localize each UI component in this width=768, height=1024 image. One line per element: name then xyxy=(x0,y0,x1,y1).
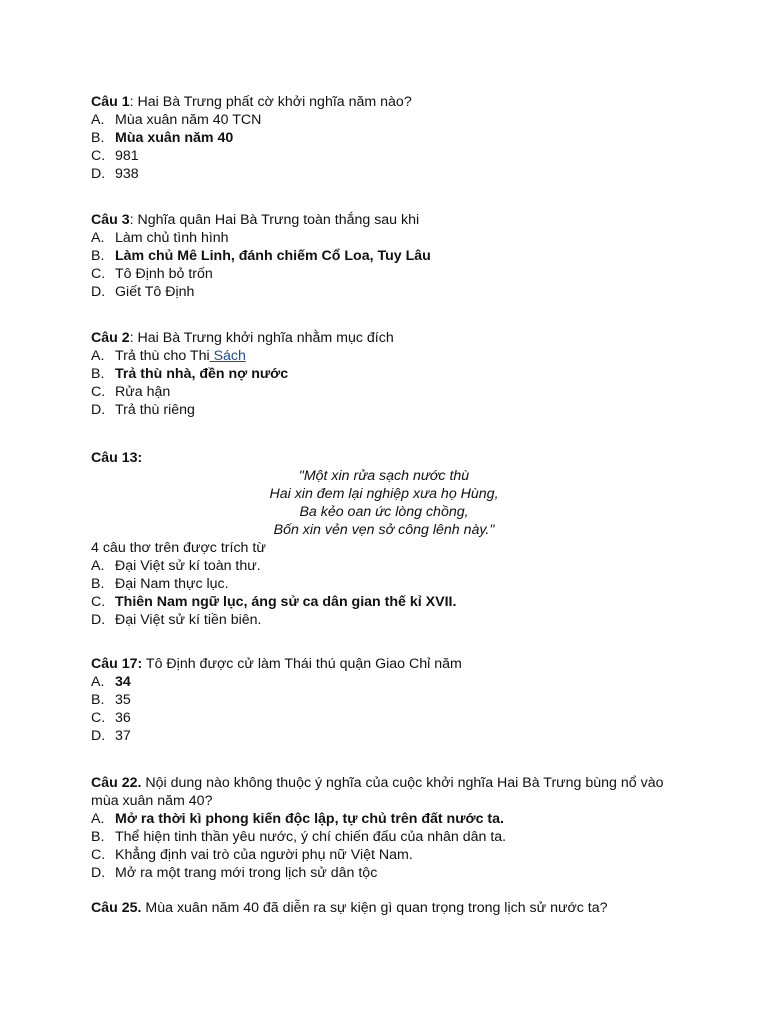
option-b: B. Thể hiện tinh thần yêu nước, ý chí chiến đấu của nhân dân ta. xyxy=(91,829,507,845)
option-c: C. 36 xyxy=(91,710,131,726)
sach-link[interactable]: Sách xyxy=(209,348,246,364)
option-a: A. Mùa xuân năm 40 TCN xyxy=(91,112,262,128)
question-13 xyxy=(91,449,691,629)
option-a: A. 34 xyxy=(91,674,131,690)
option-d: D. Đại Việt sử kí tiền biên. xyxy=(91,612,262,628)
question-title xyxy=(91,655,691,673)
answer-options xyxy=(91,111,691,183)
option-a: A. Trả thù cho Thi Sách xyxy=(91,348,246,364)
question-title: Câu 3: Nghĩa quân Hai Bà Trưng toàn thắng sau khi xyxy=(91,212,420,228)
question-label: Câu 13: xyxy=(91,450,143,466)
answer-options xyxy=(91,810,691,882)
option-d: D. 37 xyxy=(91,728,131,744)
question-2 xyxy=(91,329,691,419)
option-b: B. 35 xyxy=(91,692,131,708)
option-a: A. Làm chủ tình hình xyxy=(91,230,229,246)
option-a: A. Mở ra thời kì phong kiến độc lập, tự chủ trên đất nước ta. xyxy=(91,811,504,827)
option-c: C. Tô Định bỏ trốn xyxy=(91,266,213,282)
question-label: Câu 25. xyxy=(91,900,142,916)
question-title: Câu 2: Hai Bà Trưng khởi nghĩa nhằm mục đích xyxy=(91,330,394,346)
question-label: Câu 22. xyxy=(91,775,142,791)
option-d: D. Trả thù riêng xyxy=(91,402,195,418)
question-intro: 4 câu thơ trên được trích từ xyxy=(91,540,266,556)
option-a: A. Đại Việt sử kí toàn thư. xyxy=(91,558,261,574)
option-c: C. 981 xyxy=(91,148,139,164)
question-text: Mùa xuân năm 40 đã diễn ra sự kiện gì quan trọng trong lịch sử nước ta? xyxy=(141,900,608,916)
poem-line: Ba kẻo oan ức lòng chồng, xyxy=(299,504,469,520)
answer-options xyxy=(91,673,691,745)
option-b: B. Đại Nam thực lục. xyxy=(91,576,229,592)
question-22 xyxy=(91,774,691,882)
answer-options xyxy=(91,557,691,629)
answer-options xyxy=(91,229,691,301)
question-label: Câu 2 xyxy=(91,330,130,346)
answer-options xyxy=(91,347,691,419)
option-d: D. Giết Tô Định xyxy=(91,284,195,300)
poem-line: Hai xin đem lại nghiệp xưa họ Hùng, xyxy=(269,486,499,502)
question-17 xyxy=(91,655,691,745)
question-text: Hai Bà Trưng phất cờ khởi nghĩa năm nào? xyxy=(133,94,412,110)
poem-line: Bốn xin vẻn vẹn sở công lênh này." xyxy=(273,522,495,538)
option-b: B. Trả thù nhà, đền nợ nước xyxy=(91,366,289,382)
option-c: C. Thiên Nam ngữ lục, áng sử ca dân gian thế kỉ XVII. xyxy=(91,594,457,610)
question-title xyxy=(91,774,691,810)
option-b: B. Làm chủ Mê Linh, đánh chiếm Cổ Loa, Tuy Lâu xyxy=(91,248,431,264)
question-label: Câu 1 xyxy=(91,94,130,110)
question-25 xyxy=(91,899,691,917)
poem-line: "Một xin rửa sạch nước thù xyxy=(298,468,470,484)
option-d: D. Mở ra một trang mới trong lịch sử dân tộc xyxy=(91,865,378,881)
question-label: Câu 3 xyxy=(91,212,130,228)
question-title: Câu 1: Hai Bà Trưng phất cờ khởi nghĩa năm nào? xyxy=(91,94,412,110)
option-c: C. Khẳng định vai trò của người phụ nữ Việt Nam. xyxy=(91,847,413,863)
question-text: Nội dung nào không thuộc ý nghĩa của cuộc khởi nghĩa Hai Bà Trưng bùng nổ vào mùa xuân năm 40? xyxy=(91,775,664,809)
question-text: Tô Định được cử làm Thái thú quận Giao Chỉ năm xyxy=(142,656,462,672)
question-1 xyxy=(91,93,691,183)
option-c: C. Rửa hận xyxy=(91,384,171,400)
question-text: Hai Bà Trưng khởi nghĩa nhằm mục đích xyxy=(133,330,394,346)
question-3 xyxy=(91,211,691,301)
question-label: Câu 17: xyxy=(91,656,143,672)
question-title xyxy=(91,449,691,467)
option-d: D. 938 xyxy=(91,166,139,182)
option-b: B. Mùa xuân năm 40 xyxy=(91,130,234,146)
question-title xyxy=(91,899,691,917)
question-text: Nghĩa quân Hai Bà Trưng toàn thắng sau khi xyxy=(133,212,420,228)
poem-quote xyxy=(91,467,677,539)
